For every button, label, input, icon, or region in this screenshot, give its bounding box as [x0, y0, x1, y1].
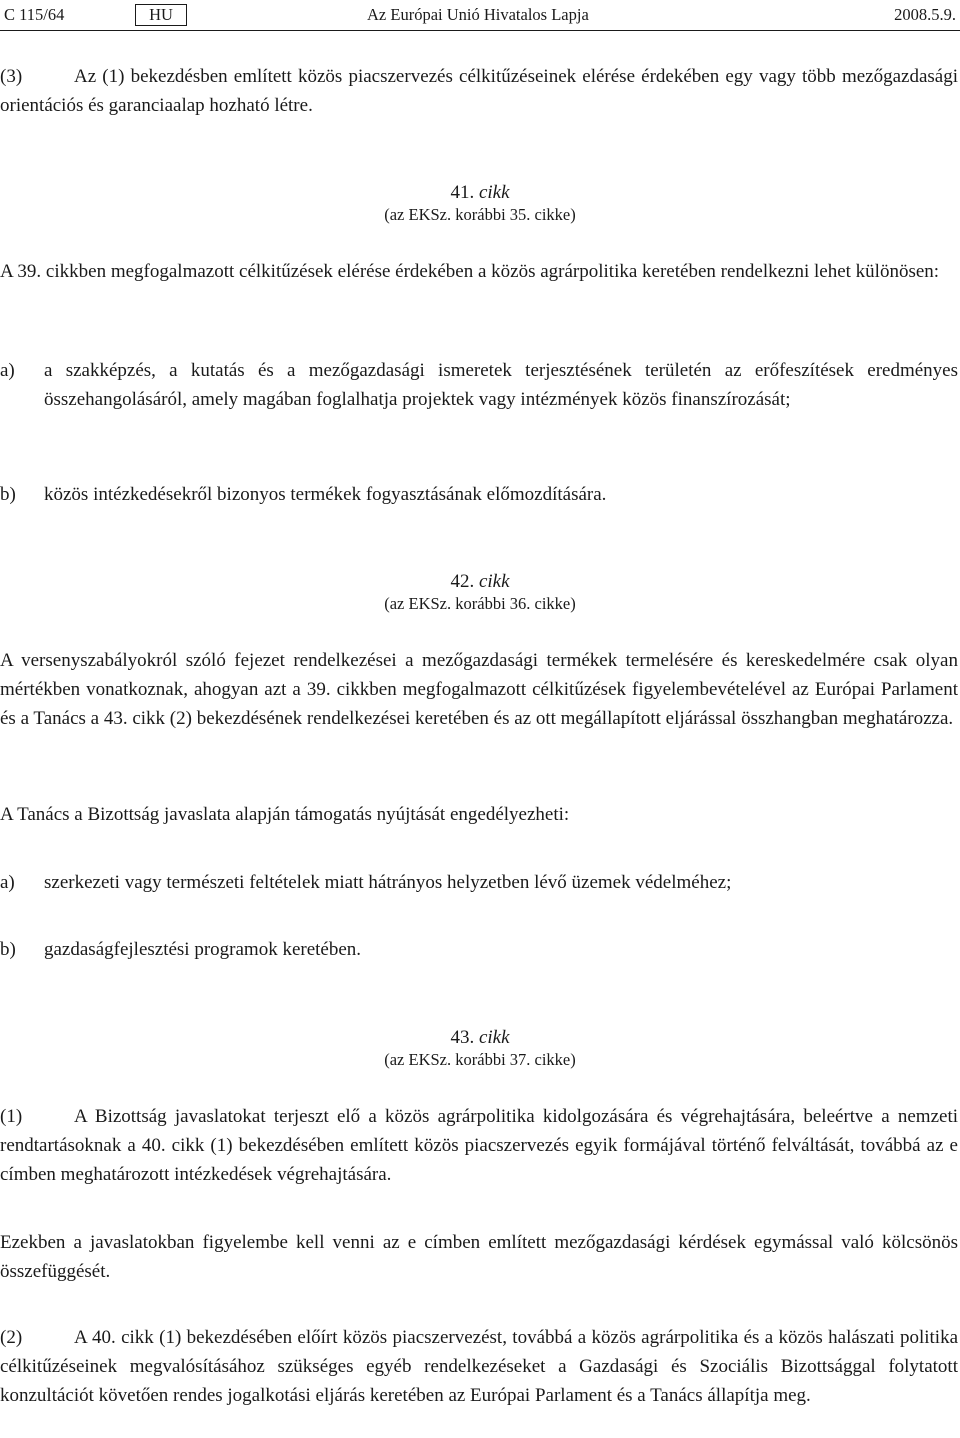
article-43-heading — [0, 1027, 960, 1071]
paragraph-text: A Bizottság javaslatokat terjeszt elő a közös agrárpolitika kidolgozására és végrehajtására, beleértve a nemzeti rendtartásoknak a 40. cikk (1) bekezdésében említett közös piacszervezés egyik formájával történő felváltását, továbbá az e címben meghatározott intézkedések végrehajtására. — [0, 1106, 958, 1185]
journal-title: Az Európai Unió Hivatalos Lapja — [367, 5, 589, 24]
article-number: 42. — [450, 571, 475, 592]
article-42-paragraph-2: A Tanács a Bizottság javaslata alapján támogatás nyújtását engedélyezheti: — [0, 804, 570, 825]
article-subtitle: (az EKSz. korábbi 35. cikke) — [384, 205, 576, 224]
paragraph-3 — [0, 62, 958, 120]
paragraph-number: (3) — [0, 66, 23, 87]
article-subtitle: (az EKSz. korábbi 36. cikke) — [384, 594, 576, 613]
article-42-paragraph-1: A versenyszabályokról szóló fejezet rendelkezései a mezőgazdasági termékek termelésére és kereskedelmére csak olyan mértékben vonatkoznak, ahogyan azt a 39. cikkben megfogalmazott célkitűzések figyelembevételével az Európai Parlament és a Tanács a 43. cikk (2) bekezdésének rendelkezései keretében és az ott megállapított eljárással összhangban meghatározza. — [0, 650, 958, 729]
article-word: cikk — [478, 571, 510, 592]
article-word: cikk — [478, 1027, 510, 1048]
list-item-label: b) — [0, 939, 16, 960]
article-title — [0, 182, 960, 204]
article-title — [0, 571, 960, 593]
list-item — [0, 868, 958, 897]
article-subtitle: (az EKSz. korábbi 37. cikke) — [384, 1050, 576, 1069]
paragraph-number: (1) — [0, 1106, 23, 1127]
paragraph-number: (2) — [0, 1327, 23, 1348]
publication-date: 2008.5.9. — [894, 5, 956, 24]
article-43-paragraph-3 — [0, 1323, 958, 1410]
article-number: 43. — [450, 1027, 475, 1048]
paragraph-text: A 40. cikk (1) bekezdésében előírt közös piacszervezést, továbbá a közös agrárpolitika és a közös halászati politika célkitűzéseinek megvalósításához szükséges egyéb rendelkezéseket a Gazdasági és Szociális Bizottsággal folytatott konzultációt követően rendes jogalkotási eljárás keretében az Európai Parlament és a Tanács állapítja meg. — [0, 1327, 958, 1406]
list-item-label: a) — [0, 360, 15, 381]
article-title — [0, 1027, 960, 1049]
article-number: 41. — [450, 182, 475, 203]
list-item-label: b) — [0, 484, 16, 505]
article-41-intro: A 39. cikkben megfogalmazott célkitűzések elérése érdekében a közös agrárpolitika keretében rendelkezni lehet különösen: — [0, 261, 940, 282]
list-item-text: szerkezeti vagy természeti feltételek miatt hátrányos helyzetben lévő üzemek védelméhez; — [44, 872, 732, 893]
language-box: HU — [135, 4, 187, 26]
list-item — [0, 356, 958, 414]
header-rule — [0, 30, 960, 31]
list-item-text: közös intézkedésekről bizonyos termékek fogyasztásának előmozdítására. — [44, 484, 607, 505]
page-reference: C 115/64 — [4, 5, 65, 24]
list-item-text: a szakképzés, a kutatás és a mezőgazdasági ismeretek terjesztésének területén az erőfeszítések eredményes összehangolásáról, amely magában foglalhatja projektek vagy intézmények közös finanszírozását; — [44, 360, 958, 410]
list-item-label: a) — [0, 872, 15, 893]
article-43-paragraph-1 — [0, 1102, 958, 1189]
list-item-text: gazdaságfejlesztési programok keretében. — [44, 939, 362, 960]
article-word: cikk — [478, 182, 510, 203]
article-41-heading — [0, 182, 960, 226]
article-42-heading — [0, 571, 960, 615]
list-item — [0, 935, 958, 964]
page-header — [4, 4, 956, 28]
paragraph-text: Az (1) bekezdésben említett közös piacszervezés célkitűzéseinek elérése érdekében egy vagy több mezőgazdasági orientációs és garanciaalap hozható létre. — [0, 66, 958, 116]
list-item — [0, 480, 958, 509]
article-43-paragraph-2: Ezekben a javaslatokban figyelembe kell venni az e címben említett mezőgazdasági kérdések egymással való kölcsönös összefüggését. — [0, 1232, 958, 1282]
